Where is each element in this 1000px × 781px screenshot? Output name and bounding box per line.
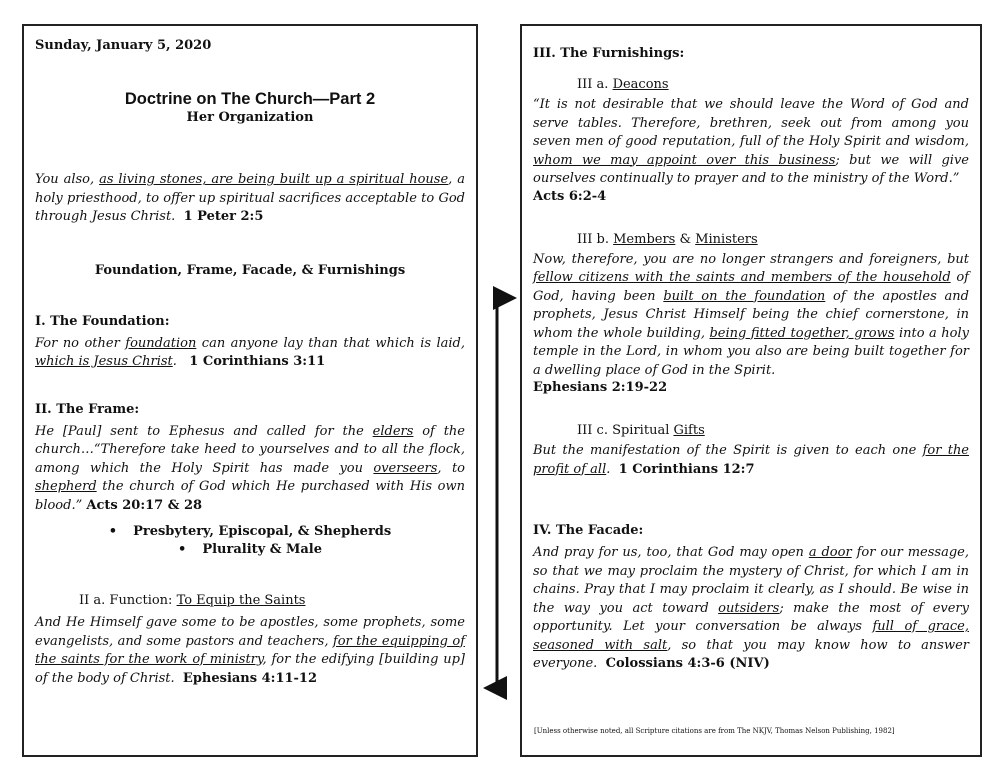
facade-heading: IV. The Facade:: [533, 523, 644, 538]
frame-bullets: [35, 523, 465, 559]
members-heading: III b. Members & Ministers: [577, 231, 758, 247]
intro-verse: You also, as living stones, are being built up a spiritual house, a holy priesthood, to offer up spiritual sacrifices acceptable to God through Jesus Christ. 1 Peter 2:5: [35, 172, 465, 224]
gifts-verse: But the manifestation of the Spirit is given to each one for the profit of all. 1 Corinthians 12:7: [533, 443, 970, 477]
theme-line: Foundation, Frame, Facade, & Furnishings: [94, 262, 406, 278]
right-page-panel: [520, 24, 982, 757]
bullet-item: • Presbytery, Episcopal, & Shepherds: [35, 523, 465, 541]
foundation-verse: For no other foundation can anyone lay than that which is laid, which is Jesus Christ. 1 Corinthians 3:11: [35, 335, 466, 369]
frame-heading: II. The Frame:: [35, 401, 140, 417]
members-reference: Ephesians 2:19-22: [533, 380, 668, 395]
function-verse: And He Himself gave some to be apostles, some prophets, some evangelists, and some pastors and teachers, for the equipping of the saints for the work of ministry, for the edifying [building up] of the body of Christ. Ephesians 4:11-12: [35, 615, 465, 686]
document-title: Doctrine on The Church—Part 2: [124, 90, 376, 108]
function-heading: II a. Function: To Equip the Saints: [79, 593, 306, 608]
document-subtitle: Her Organization: [186, 110, 314, 125]
left-page-panel: [22, 24, 478, 757]
deacons-heading: III a. Deacons: [577, 77, 669, 92]
members-verse: Now, therefore, you are no longer strangers and foreigners, but fellow citizens with the saints and members of the household of God, having been built on the foundation of the apostles and prophets, Jesus Christ Himself being the chief cornerstone, in whom the whole building, being fitted together, grows into a holy temple in the Lord, in whom you also are being built together for a dwelling place of God in the Spirit.: [533, 251, 969, 378]
foundation-heading: I. The Foundation:: [35, 313, 170, 329]
bullet-item: • Plurality & Male: [35, 541, 465, 559]
deacons-reference: Acts 6:2-4: [533, 188, 607, 204]
gifts-heading: III c. Spiritual Gifts: [577, 423, 705, 438]
deacons-verse: “It is not desirable that we should leave the Word of God and serve tables. Therefore, brethren, seek out from among you seven men of good reputation, full of the Holy Spirit and wisdom, whom we may appoint over this business; but we will give ourselves continually to prayer and to the ministry of the Word.”: [533, 97, 969, 186]
frame-verse: He [Paul] sent to Ephesus and called for the elders of the church…“Therefore take heed to yourselves and to all the flock, among which the Holy Spirit has made you overseers, to shepherd the church of God which He purchased with His own blood.” Acts 20:17 & 28: [35, 423, 465, 513]
citation-footnote: [Unless otherwise noted, all Scripture citations are from The NKJV, Thomas Nelson Publishing, 1982]: [534, 727, 895, 735]
facade-verse: And pray for us, too, that God may open a door for our message, so that we may proclaim the mystery of Christ, for which I am in chains. Pray that I may proclaim it clearly, as I should. Be wise in the way you act toward outsiders; make the most of every opportunity. Let your conversation be always full of grace, seasoned with salt, so that you may know how to answer everyone. Colossians 4:3-6 (NIV): [533, 545, 969, 671]
date-line: Sunday, January 5, 2020: [35, 38, 212, 53]
furnishings-heading: III. The Furnishings:: [533, 46, 685, 61]
